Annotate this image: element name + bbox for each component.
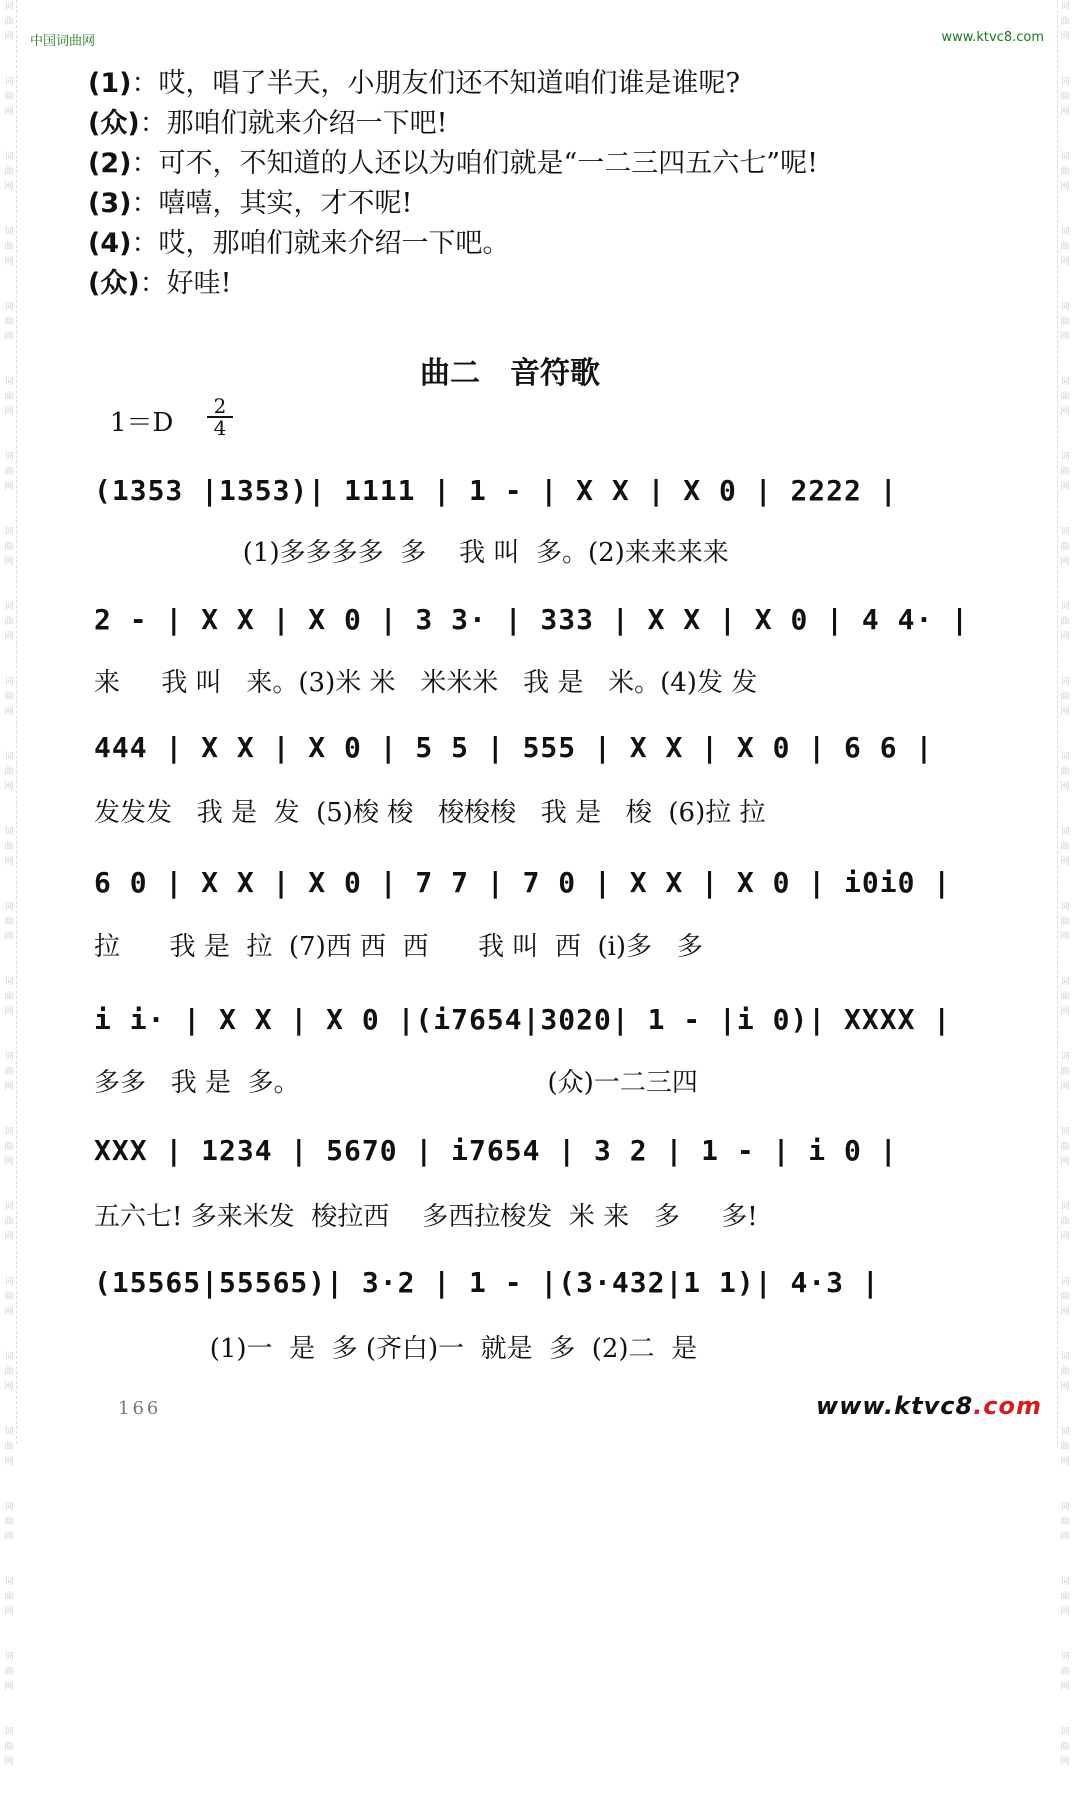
dialogue-text: ：嘻嘻，其实，才不呢! bbox=[131, 188, 413, 219]
dialogue-text: ：那咱们就来介绍一下吧! bbox=[139, 108, 448, 139]
score-notes-line: (15565|55565)| 3·2 | 1 - |(3·432|1 1)| 4·3 | bbox=[94, 1266, 880, 1299]
header-site-right[interactable]: www.ktvc8.com bbox=[941, 30, 1044, 45]
header-site-left[interactable]: 中国词曲网 bbox=[30, 34, 96, 49]
site-brand-suffix: .com bbox=[973, 1392, 1042, 1420]
time-sig-top: 2 bbox=[207, 396, 233, 418]
dialogue-block bbox=[88, 64, 818, 304]
time-sig-bottom: 4 bbox=[213, 416, 227, 440]
dialogue-text: ：哎，那咱们就来介绍一下吧。 bbox=[131, 228, 510, 259]
score-lyrics-line: (1)多多多多 多 我 叫 多。(2)来来来来 bbox=[94, 538, 729, 568]
watermark-text: 词 曲 网 词 曲 网 词 曲 网 词 曲 网 词 曲 网 词 曲 网 词 曲 网 词 曲 网 词 曲 网 词 曲 网 词 曲 网 词 曲 网 词 曲 网 词 曲 网 词 曲 网 词 曲 网 词 曲 网 词 曲 网 词 曲 网 词 曲 网 词 曲 网 词 曲 网 词 曲 网 词 曲 网 bbox=[1060, 2, 1070, 1767]
footer-site-logo[interactable] bbox=[816, 1392, 1042, 1420]
dialogue-line bbox=[88, 264, 818, 304]
speaker-label: (2) bbox=[88, 148, 132, 179]
watermark-text: 词 曲 网 词 曲 网 词 曲 网 词 曲 网 词 曲 网 词 曲 网 词 曲 网 词 曲 网 词 曲 网 词 曲 网 词 曲 网 词 曲 网 词 曲 网 词 曲 网 词 曲 网 词 曲 网 词 曲 网 词 曲 网 词 曲 网 词 曲 网 词 曲 网 词 曲 网 词 曲 网 词 曲 网 bbox=[4, 2, 14, 1767]
song-title: 曲二 音符歌 bbox=[420, 356, 600, 391]
site-brand-prefix: www.ktvc8 bbox=[816, 1392, 974, 1420]
score-lyrics-line: 发发发 我 是 发 (5)梭 梭 梭梭梭 我 是 梭 (6)拉 拉 bbox=[94, 798, 766, 828]
speaker-label: (众) bbox=[88, 108, 140, 139]
left-watermark-strip bbox=[2, 0, 17, 1767]
key-signature: 1＝D bbox=[110, 408, 174, 438]
score-lyrics-line: 来 我 叫 来。(3)米 米 米米米 我 是 米。(4)发 发 bbox=[94, 668, 758, 698]
score-notes-line: (1353 |1353)| 1111 | 1 - | X X | X 0 | 2222 | bbox=[94, 474, 898, 507]
score-lyrics-line: 拉 我 是 拉 (7)西 西 西 我 叫 西 (i)多 多 bbox=[94, 932, 703, 962]
score-notes-line: i i· | X X | X 0 |(i7654|3020| 1 - |i 0)| XXXX | bbox=[94, 1003, 952, 1036]
score-notes-line: 6 0 | X X | X 0 | 7 7 | 7 0 | X X | X 0 | i0i0 | bbox=[94, 866, 952, 899]
speaker-label: (众) bbox=[88, 268, 140, 299]
dialogue-line bbox=[88, 64, 818, 104]
time-signature bbox=[207, 396, 233, 438]
dialogue-text: ：好哇! bbox=[139, 268, 232, 299]
speaker-label: (3) bbox=[88, 188, 132, 219]
score-lyrics-line: (1)一 是 多 (齐白)一 就是 多 (2)二 是 bbox=[94, 1334, 698, 1364]
score-notes-line: XXX | 1234 | 5670 | i7654 | 3 2 | 1 - | i 0 | bbox=[94, 1134, 898, 1167]
dialogue-text: ：哎，唱了半天，小朋友们还不知道咱们谁是谁呢? bbox=[131, 68, 740, 99]
dialogue-line bbox=[88, 104, 818, 144]
score-lyrics-line: 五六七! 多来米发 梭拉西 多西拉梭发 米 来 多 多! bbox=[94, 1202, 758, 1232]
right-watermark-strip bbox=[1057, 0, 1072, 1767]
score-notes-line: 444 | X X | X 0 | 5 5 | 555 | X X | X 0 | 6 6 | bbox=[94, 731, 934, 764]
dialogue-line bbox=[88, 184, 818, 224]
dialogue-text: ：可不，不知道的人还以为咱们就是“一二三四五六七”呢! bbox=[131, 148, 818, 179]
dialogue-line bbox=[88, 224, 818, 264]
speaker-label: (1) bbox=[88, 68, 132, 99]
score-lyrics-line: 多多 我 是 多。 (众)一二三四 bbox=[94, 1068, 698, 1098]
speaker-label: (4) bbox=[88, 228, 132, 259]
score-notes-line: 2 - | X X | X 0 | 3 3· | 333 | X X | X 0 | 4 4· | bbox=[94, 603, 970, 636]
dialogue-line bbox=[88, 144, 818, 184]
page-number: 166 bbox=[118, 1398, 162, 1419]
